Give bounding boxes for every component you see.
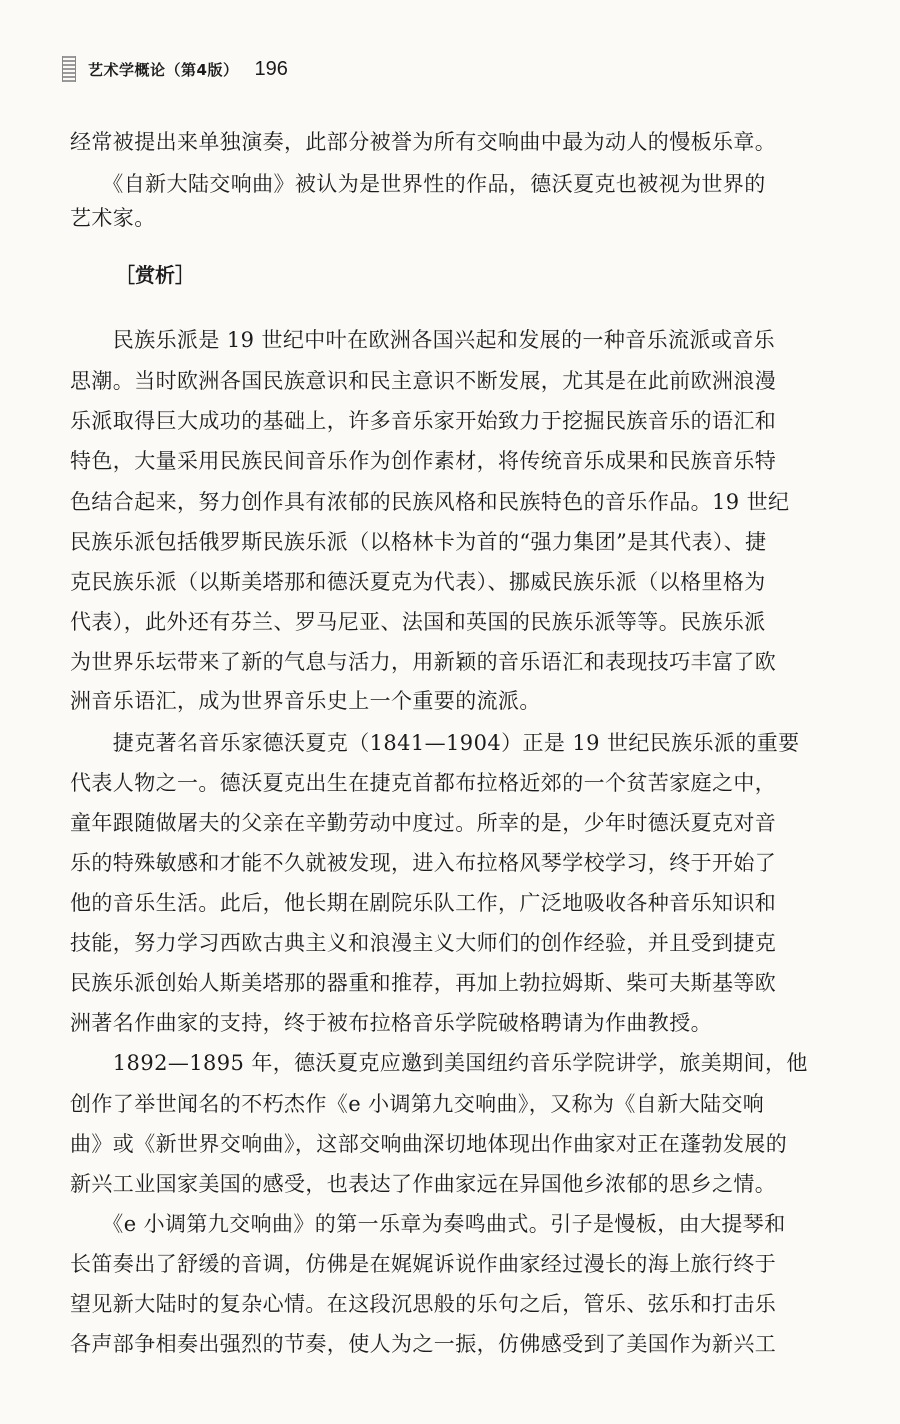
text-line: 代表人物之一。德沃夏克出生在捷克首都布拉格近郊的一个贫苦家庭之中， xyxy=(70,771,777,795)
text-line: 色结合起来，努力创作具有浓郁的民族风格和民族特色的音乐作品。19 世纪 xyxy=(70,490,790,514)
running-header xyxy=(62,56,288,82)
text-line: 洲著名作曲家的支持，终于被布拉格音乐学院破格聘请为作曲教授。 xyxy=(70,1011,712,1035)
text-line: 望见新大陆时的复杂心情。在这段沉思般的乐句之后，管乐、弦乐和打击乐 xyxy=(70,1292,777,1316)
book-title: 艺术学概论（第4版） xyxy=(88,60,239,79)
text-line: 经常被提出来单独演奏，此部分被誉为所有交响曲中最为动人的慢板乐章。 xyxy=(70,130,777,154)
text-line: 创作了举世闻名的不朽杰作《e 小调第九交响曲》，又称为《自新大陆交响 xyxy=(70,1092,765,1116)
text-line: 民族乐派包括俄罗斯民族乐派（以格林卡为首的“强力集团”是其代表）、捷 xyxy=(70,530,767,554)
section-heading: ［赏析］ xyxy=(115,263,195,287)
text-line: 思潮。当时欧洲各国民族意识和民主意识不断发展，尤其是在此前欧洲浪漫 xyxy=(70,369,777,393)
text-line: 捷克著名音乐家德沃夏克（1841—1904）正是 19 世纪民族乐派的重要 xyxy=(70,731,800,755)
text-line: 各声部争相奏出强烈的节奏，使人为之一振，仿佛感受到了美国作为新兴工 xyxy=(70,1332,777,1356)
text-line: 《自新大陆交响曲》被认为是世界性的作品，德沃夏克也被视为世界的 xyxy=(70,172,766,196)
text-line: 民族乐派是 19 世纪中叶在欧洲各国兴起和发展的一种音乐流派或音乐 xyxy=(70,328,776,352)
text-line: 乐的特殊敏感和才能不久就被发现，进入布拉格风琴学校学习，终于开始了 xyxy=(70,851,777,875)
text-line: 长笛奏出了舒缓的音调，仿佛是在娓娓诉说作曲家经过漫长的海上旅行终于 xyxy=(70,1252,777,1276)
text-line: 艺术家。 xyxy=(70,206,156,230)
text-line: 技能，努力学习西欧古典主义和浪漫主义大师们的创作经验，并且受到捷克 xyxy=(70,931,777,955)
text-line: 1892—1895 年，德沃夏克应邀到美国纽约音乐学院讲学，旅美期间，他 xyxy=(70,1051,808,1075)
text-line: 童年跟随做屠夫的父亲在辛勤劳动中度过。所幸的是，少年时德沃夏克对音 xyxy=(70,811,777,835)
text-line: 代表），此外还有芬兰、罗马尼亚、法国和英国的民族乐派等等。民族乐派 xyxy=(70,610,766,634)
text-line: 民族乐派创始人斯美塔那的器重和推荐，再加上勃拉姆斯、柴可夫斯基等欧 xyxy=(70,971,777,995)
page-number: 196 xyxy=(254,57,288,80)
text-line: 曲》或《新世界交响曲》，这部交响曲深切地体现出作曲家对正在蓬勃发展的 xyxy=(70,1132,788,1156)
text-line: 克民族乐派（以斯美塔那和德沃夏克为代表）、挪威民族乐派（以格里格为 xyxy=(70,570,766,594)
text-line: 新兴工业国家美国的感受，也表达了作曲家远在异国他乡浓郁的思乡之情。 xyxy=(70,1172,777,1196)
text-line: 《e 小调第九交响曲》的第一乐章为奏鸣曲式。引子是慢板，由大提琴和 xyxy=(70,1212,786,1236)
text-line: 特色，大量采用民族民间音乐作为创作素材，将传统音乐成果和民族音乐特 xyxy=(70,449,777,473)
text-line: 他的音乐生活。此后，他长期在剧院乐队工作，广泛地吸收各种音乐知识和 xyxy=(70,891,777,915)
text-line: 洲音乐语汇，成为世界音乐史上一个重要的流派。 xyxy=(70,689,541,713)
header-ornament xyxy=(62,56,76,82)
text-line: 为世界乐坛带来了新的气息与活力，用新颖的音乐语汇和表现技巧丰富了欧 xyxy=(70,650,777,674)
text-line: 乐派取得巨大成功的基础上，许多音乐家开始致力于挖掘民族音乐的语汇和 xyxy=(70,409,777,433)
